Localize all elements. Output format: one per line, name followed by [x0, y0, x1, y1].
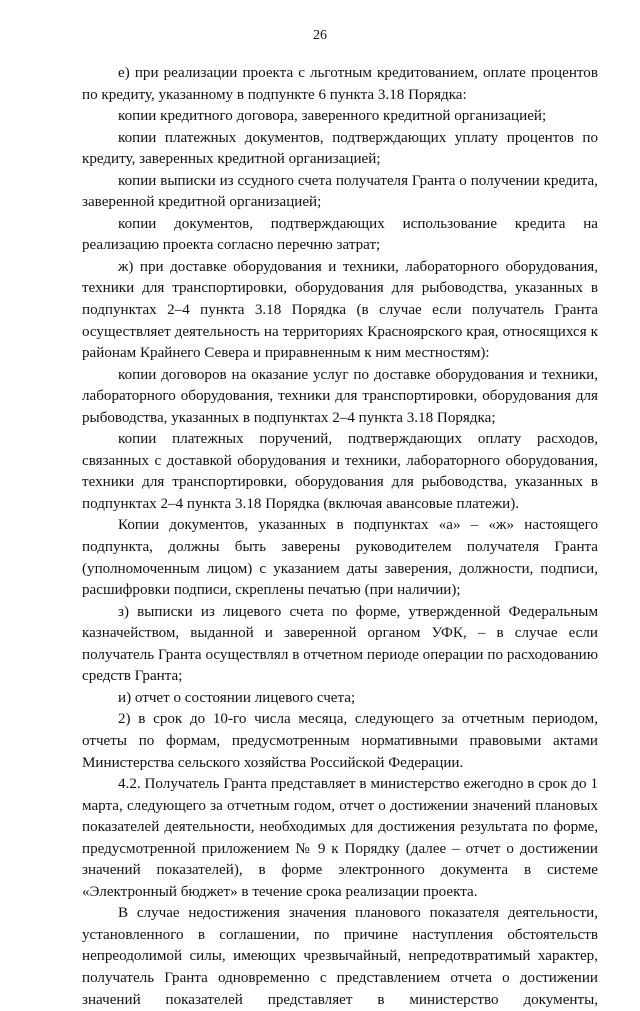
paragraph-credit-agreement: копии кредитного договора, заверенного кредитной организацией;: [118, 108, 547, 125]
paragraph-item-z: з) выписки из лицевого счета по форме, утвержденной Федеральным казначейством, выданной и заверенной органом УФК, – в случае если получатель Гранта осуществлял в отчетном периоде операции по расходованию средств Гранта;: [82, 603, 598, 685]
paragraph-item-2: 2) в срок до 10-го числа месяца, следующего за отчетным периодом, отчеты по формам, предусмотренным нормативными правовыми актами Министерства сельского хозяйства Российской Федерации.: [82, 711, 598, 771]
paragraph-payment-documents: копии платежных документов, подтверждающих уплату процентов по кредиту, заверенных кредитной организацией;: [82, 129, 598, 168]
paragraph-force-majeure: В случае недостижения значения планового показателя деятельности, установленного в соглашении, по причине наступления обстоятельств непреодолимой силы, имеющих чрезвычайный, непредотвратимый характер, получатель Гранта одновременно с представлением отчета о достижении значений показателей представляет в министерство документы,: [82, 905, 598, 1008]
paragraph-payment-orders: копии платежных поручений, подтверждающих оплату расходов, связанных с доставкой оборудования и техники, лабораторного оборудования, техники для транспортировки, оборудования для рыбоводства, указанных в подпунктах 2–4 пункта 3.18 Порядка (включая авансовые платежи).: [82, 431, 598, 512]
paragraph-item-i: и) отчет о состоянии лицевого счета;: [118, 689, 356, 706]
document-body: [82, 63, 598, 1011]
paragraph-item-e: е) при реализации проекта с льготным кредитованием, оплате процентов по кредиту, указанному в подпункте 6 пункта 3.18 Порядка:: [82, 65, 598, 103]
paragraph-item-zh: ж) при доставке оборудования и техники, лабораторного оборудования, техники для транспортировки, оборудования для рыбоводства, указанных в подпунктах 2–4 пункта 3.18 Порядка (в случае если получатель Гранта осуществляет деятельность на территориях Красноярского края, относящихся к районам Крайнего Севера и приравненным к ним местностям):: [82, 258, 598, 362]
paragraph-section-4-2: 4.2. Получатель Гранта представляет в министерство ежегодно в срок до 1 марта, следующего за отчетным годом, отчет о достижении значений плановых показателей деятельности, необходимых для достижения результата по форме, предусмотренной приложением № 9 к Порядку (далее – отчет о достижении значений показателей), в форме электронного документа в системе «Электронный бюджет» в течение срока реализации проекта.: [82, 776, 598, 900]
paragraph-credit-usage-documents: копии документов, подтверждающих использование кредита на реализацию проекта согласно перечню затрат;: [82, 215, 598, 254]
page-number: 26: [313, 28, 327, 43]
paragraph-delivery-contracts: копии договоров на оказание услуг по доставке оборудования и техники, лабораторного оборудования, техники для транспортировки, оборудования для рыбоводства, указанных в подпунктах 2–4 пункта 3.18 Порядка;: [82, 366, 598, 426]
paragraph-certification-requirements: Копии документов, указанных в подпунктах «а» – «ж» настоящего подпункта, должны быть заверены руководителем получателя Гранта (уполномоченным лицом) с указанием даты заверения, должности, подписи, расшифровки подписи, скреплены печатью (при наличии);: [82, 517, 598, 599]
paragraph-loan-account-statement: копии выписки из ссудного счета получателя Гранта о получении кредита, заверенной кредитной организацией;: [82, 172, 598, 211]
